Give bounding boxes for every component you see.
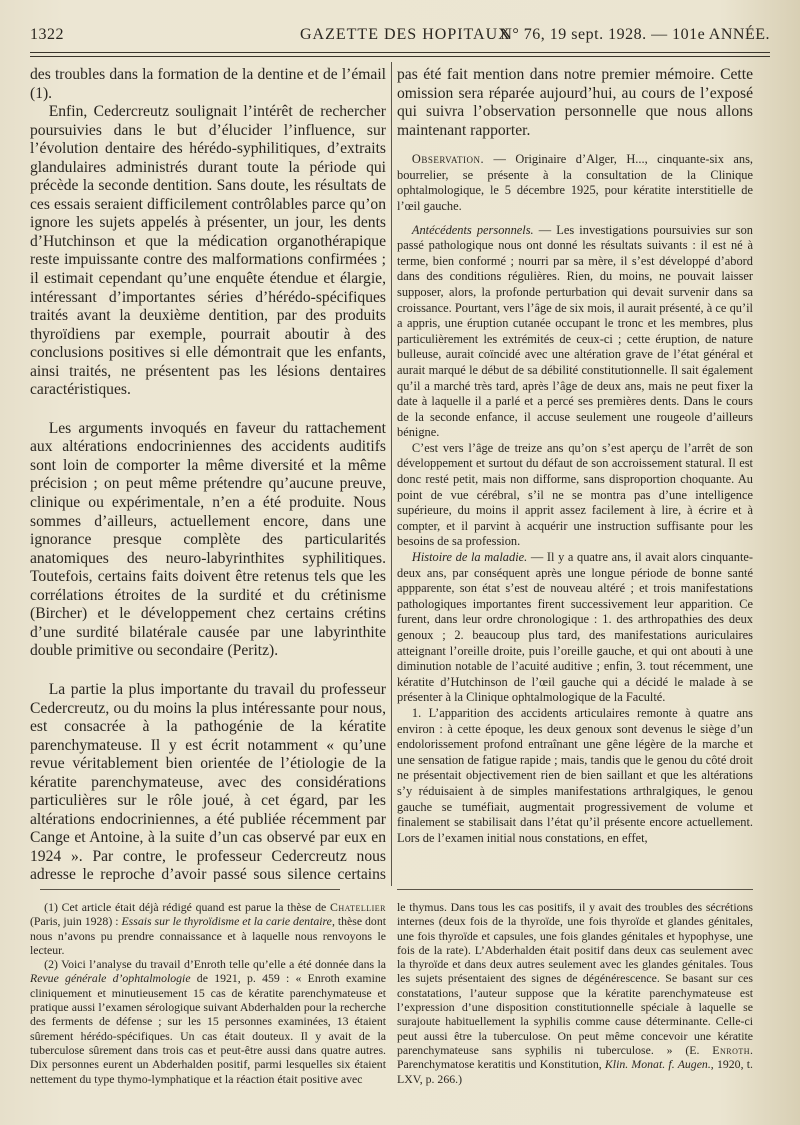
column-divider [391,62,392,886]
section-label: Observation. [411,152,485,167]
footnote-text: (1) Cet article était déjà rédigé quand est parue la thèse de [44,900,331,914]
footnotes-right [397,900,753,1118]
page-number: 1322 [30,26,64,43]
paragraph: des troubles dans la formation de la dentine et de l’émail (1). [30,66,386,102]
author-name: Enroth [712,1042,751,1057]
paragraph-text: La partie la plus importante du travail du professeur Cedercreutz, ou du moins la plus intéressante pour nous, est consacrée à la pathogénie de la kératite parenchymateuse. Il y est écrit notamment « qu’une revue véritablement bien orientée de l’étiologie de la kératite parenchymateuse, avec des considérations particulières sur le rôle joué, à cet égard, par les altérations endocriniennes, a été publiée récemment par Cange et Antoine, à la suite d’un cas observé par eux en 1924 ». Par contre, le professeur Cedercreutz nous adresse le reproche d’avoir passé sous silence certains [30,680,386,882]
paragraph: Les arguments invoqués en faveur du rattachement aux altérations endocriniennes des accidents auditifs sont loin de comporter la même diversité et la même précision ; on peut même prétendre qu’aucune preuve, clinique ou expérimentale, n’en a été produite. Nous sommes d’ailleurs, actuellement encore, dans une ignorance presque complète des particularités anatomiques des neuro-labyrinthites syphilitiques. Toutefois, certains faits doivent être retenus tels que les corrélations étroites de la surdité et du crétinisme (Bircher) et le développement chez certains crétins d’une surdité bilatérale causée par une labyrinthite double primitive ou secondaire (Peritz). [30,419,386,660]
footnotes-left [30,900,386,1118]
paragraph-text: — Originaire d’Alger, H..., cinquante-six ans, bourrelier, se présente à la consultation de la Clinique ophtalmologique, le 5 décembre 1925, pour kératite interstitielle de l’œil gauche. [397,152,753,213]
history-paragraph [397,550,753,706]
footnote-text: , 1920, t. LXV, p. 266.) [397,1057,753,1086]
footnote-text: de 1921, p. 459 : « Enroth examine cliniquement et minutieusement 15 cas de kératite parenchymateuse et pratique aussi l’examen sérologique suivant Abderhalden pour la recherche des ferments de défense ; sur les 15 personnes examinées, 13 étaient sûrement hérédo-spécifiques. Un cas était douteux. Il y avait de la tuberculose sûrement dans trois cas et peut-être aussi dans quatre autres. Dix personnes eurent un Abderhalden positif, parmi lesquelles six étaient nettement du type thymo-lymphatique et la réaction était positive avec [30,971,386,1086]
footnote-rule [397,889,753,890]
thesis-title: Essais sur le thyroïdisme et la carie dentaire [121,914,332,929]
footnote [397,900,753,1086]
footnote-text: (Paris, juin 1928) : [30,914,122,929]
paragraph: 1. L’apparition des accidents articulaires remonte à quatre ans environ : à cette époque, les deux genoux sont devenus le siège d’un endolorissement profond entraînant une gêne légère de la marche et une sensation de fatigue rapide ; mais, tandis que le genou du côté droit ne présentait objectivement rien de bien saillant et que les altérations s’y réduisaient à de simples manifestations arthralgiques, le genou gauche se tuméfiait, augmentait progressivement de volume et finalement se stabilisait dans l’état qu’il présente encore actuellement. Lors de l’examen initial nous constations, en effet, [397,705,753,845]
author-name: Chatellier [330,900,386,914]
section-label: Histoire de la maladie. [411,550,528,565]
header-rule-2 [30,56,770,57]
header-rule [30,52,770,53]
footnote [30,900,386,957]
paragraph: Enfin, Cedercreutz soulignait l’intérêt de rechercher poursuivies dans le but d’élucider l’influence, sur l’évolution dentaire des hérédo-syphilitiques, d’extraits glandulaires administrés durant toute la période qui précède la seconde dentition. Sans doute, les résultats de ces essais seraient difficilement contrôlables parce qu’on ignore les sujets appelés à présenter, un jour, les dents d’Hutchinson et que la médication organothérapique reste impuissante contre des malformations confirmées ; il estimait cependant qu’une enquête étendue et élargie, intéressant d’importantes séries d’hérédo-spécifiques traités avant la deuxième dentition, par des produits thyroïdiens par exemple, pourrait aboutir à des conclusions positives si elle démontrait que les enfants, ainsi traités, ne présentent pas les lésions dentaires caractéristiques. [30,103,386,399]
footnote [30,957,386,1086]
issue-info: N° 76, 19 sept. 1928. — 101e ANNÉE. [500,26,770,43]
paragraph: pas été fait mention dans notre premier mémoire. Cette omission sera réparée aujourd’hui, au cours de l’exposé qui suivra l’observation personnelle que nous allons maintenant rapporter. [397,66,753,139]
right-column [397,66,753,882]
journal-name: Klin. Monat. f. Augen. [604,1057,711,1072]
observation-paragraph [397,152,753,214]
footnote-text: (2) Voici l’analyse du travail d’Enroth telle qu’elle a été donnée dans la [44,957,386,972]
paragraph [30,681,386,882]
footnote-text: . Parenchymatose keratitis und Konstitution, [397,1042,753,1072]
footnote-text: le thymus. Dans tous les cas positifs, il y avait des troubles des sécrétions internes (deux fois de la thyroïde, une fois thyroïde et glandes génitales, une fois thyroïde et capsules, une fois glandes génitales et hypophyse, une fois de la rate). L’Abderhalden était positif dans deux cas seulement avec la thyroïde et dans deux autres seulement avec les glandes génitales. Tous les sujets présentaient des signes de dégénérescence. Se basant sur ces constatations, l’auteur suppose que la kératite parenchymateuse est l’expression d’une disposition constitutionnelle spéciale à laquelle se surajoute habituellement la syphilis comme cause déterminante. Celle-ci peut aussi être la tuberculose. On peut même concevoir une kératite parenchymateuse sans syphilis ni tuberculose. » (E. [397,900,753,1057]
footnote-text: , thèse dont nous n’avons pu prendre connaissance et à laquelle nous renvoyons le lecteur. [30,914,386,957]
paragraph-text: — Il y a quatre ans, il avait alors cinquante-deux ans, par conséquent après une longue période de bonne santé appparente, son état s’est de nouveau altéré ; et trois manifestations pathologiques importantes firent successivement leur apparition. Ce furent, dans leur ordre chronologique : 1. des arthropathies des deux genoux ; 2. beaucoup plus tard, des manifestations auriculaires atteignant l’oreille droite, puis l’oreille gauche, et qui ont abouti à une diminution notable de l’acuité auditive ; enfin, 3. tout récemment, une kératite d’Hutchinson de l’œil gauche qui a décidé le malade à se présenter à la Clinique ophtalmologique de la Faculté. [397,550,753,705]
journal-title: GAZETTE DES HOPITAUX [300,26,511,43]
paragraph-text: — Les investigations poursuivies sur son passé pathologique nous ont donné les résultats suivants : il est né à terme, bien conformé ; nourri par sa mère, il s’est développé d’abord dans des conditions régulières. Rien, du moins, ne pouvait laisser supposer, alors, la profonde perturbation qui devait survenir dans sa croissance. Pourtant, vers l’âge de six mois, il aurait présenté, à ce qu’il a appris, une éruption cutanée occupant le tronc et les membres, plus particulièrement les extrémités de ceux-ci ; cette éruption, de nature bulleuse, aurait coïncidé avec une altération grave de l’état général et aurait marqué le début de sa débilité constitutionnelle. Il sait également qu’il a marché très tard, après l’âge de deux ans, mais ne peut fixer la date à laquelle il a parlé et a percé ses premières dents. Dans le cours de la seconde enfance, il accuse seulement une rougeole d’ailleurs bénigne. [397,222,753,440]
running-header [30,26,770,48]
footnote-rule [40,889,340,890]
antecedents-paragraph [397,223,753,441]
paragraph: C’est vers l’âge de treize ans qu’on s’est aperçu de l’arrêt de son développement et surtout du défaut de son accroissement statural. Il est donc resté petit, mais non difforme, sans disproportion choquante. Au point de vue cérébral, s’il ne se montra pas d’une intelligence supérieure, du moins il apprit assez facilement à lire, à écrire et à compter, et il parvint à acquérir une instruction suffisante pour les besoins de sa profession. [397,440,753,549]
journal-name: Revue générale d’ophtalmologie [30,971,191,986]
section-label: Antécédents personnels. [411,222,534,237]
left-column [30,66,386,882]
